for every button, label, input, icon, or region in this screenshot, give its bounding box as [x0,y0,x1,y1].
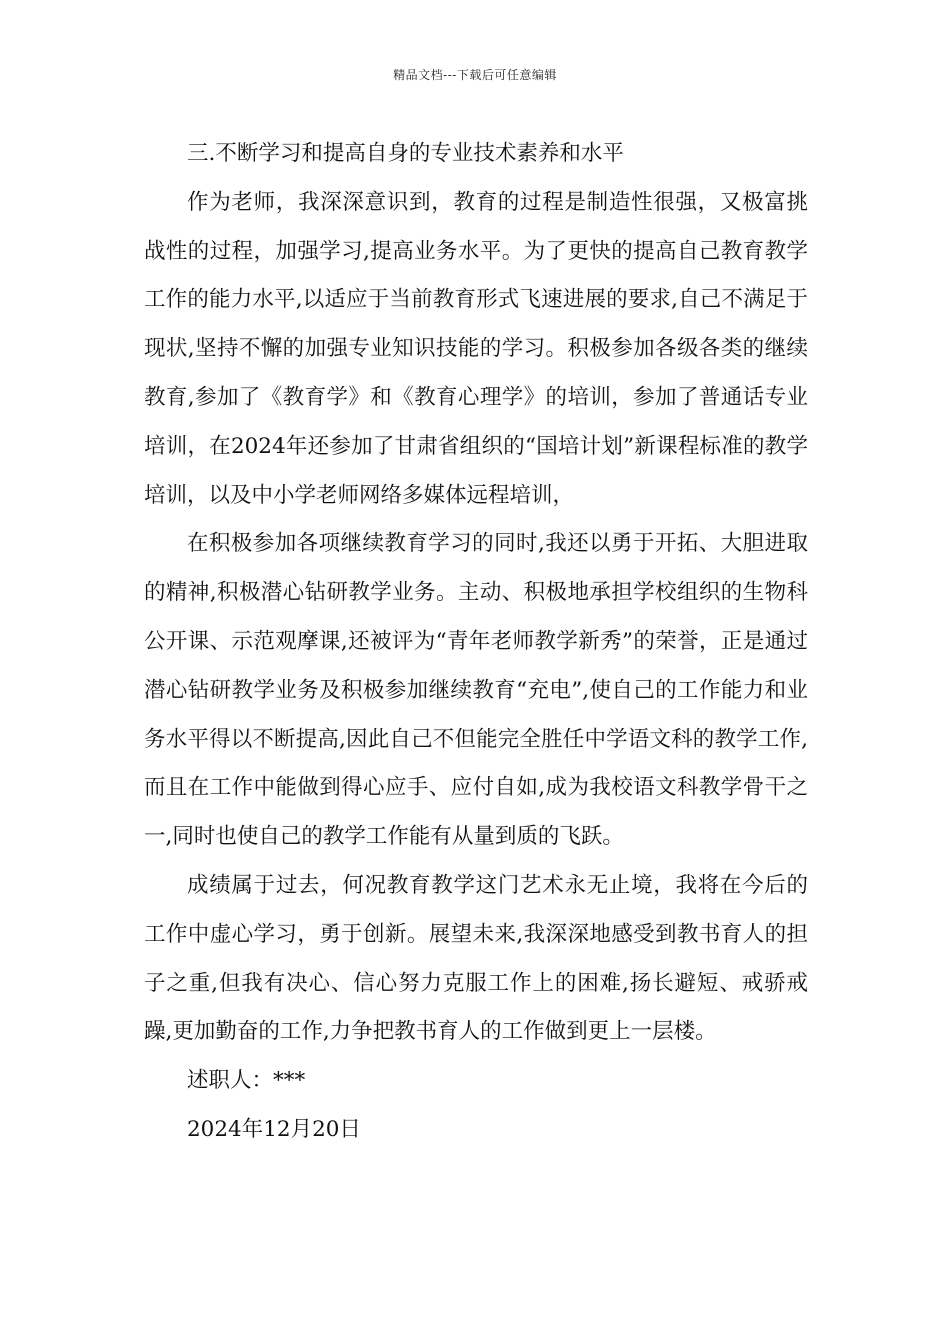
paragraph-training: 作为老师，我深深意识到，教育的过程是制造性很强，又极富挑战性的过程，加强学习,提高业务水平。为了更快的提高自己教育教学工作的能力水平,以适应于当前教育形式飞速进展的要求,自己不满足于现状,坚持不懈的加强专业知识技能的学习。积极参加各级各类的继续教育,参加了《教育学》和《教育心理学》的培训，参加了普通话专业培训，在2024年还参加了甘肃省组织的“国培计划”新课程标准的教学培训，以及中小学老师网络多媒体远程培训， [144,189,808,508]
paragraph-outlook: 成绩属于过去，何况教育教学这门艺术永无止境，我将在今后的工作中虚心学习，勇于创新。展望未来,我深深地感受到教书育人的担子之重,但我有决心、信心努力克服工作上的困难,扬长避短、戒骄戒躁,更加勤奋的工作,力争把教书育人的工作做到更上一层楼。 [144,872,808,1045]
paragraph-research: 在积极参加各项继续教育学习的同时,我还以勇于开拓、大胆进取的精神,积极潜心钻研教学业务。主动、积极地承担学校组织的生物科公开课、示范观摩课,还被评为“青年老师教学新秀”的荣誉，正是通过潜心钻研教学业务及积极参加继续教育“充电”,使自己的工作能力和业务水平得以不断提高,因此自己不但能完全胜任中学语文科的教学工作,而且在工作中能做到得心应手、应付自如,成为我校语文科教学骨干之一,同时也使自己的教学工作能有从量到质的飞跃。 [144,531,808,850]
date-line: 2024年12月20日 [187,1116,361,1142]
page-header: 精品文档---下载后可任意编辑 [393,68,557,82]
signature-line: 述职人：*** [187,1068,306,1094]
section-heading: 三.不断学习和提高自身的专业技术素养和水平 [187,141,624,166]
document-body [144,130,808,1155]
